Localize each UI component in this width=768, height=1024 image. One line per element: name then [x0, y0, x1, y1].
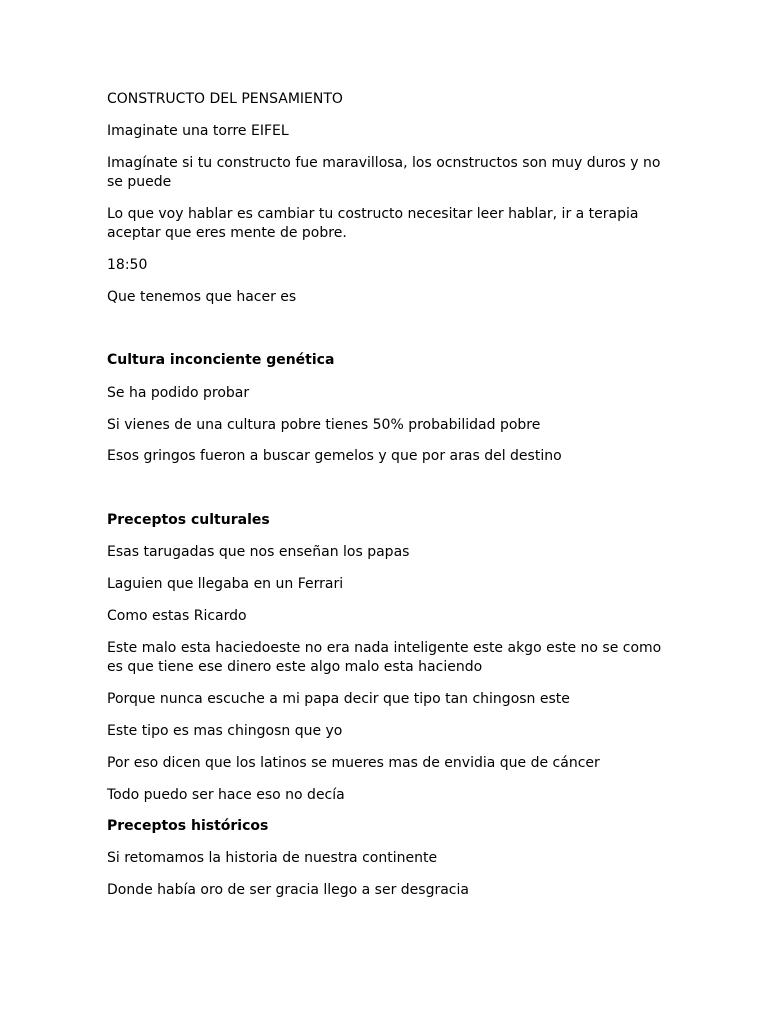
paragraph: Por eso dicen que los latinos se mueres mas de envidia que de cáncer [107, 755, 600, 771]
paragraph: 18:50 [107, 257, 148, 273]
document-title: CONSTRUCTO DEL PENSAMIENTO [107, 91, 343, 107]
paragraph: Laguien que llegaba en un Ferrari [107, 576, 344, 592]
paragraph: Todo puedo ser hace eso no decía [107, 787, 345, 803]
paragraph: Este tipo es mas chingosn que yo [107, 723, 343, 739]
paragraph: Este malo esta haciedoeste no era nada inteligente este akgo este no se como es que tiene ese dinero este algo malo esta haciendo [107, 640, 662, 675]
paragraph: Si retomamos la historia de nuestra continente [107, 850, 438, 866]
section-heading: Preceptos históricos [107, 818, 269, 834]
section-heading: Preceptos culturales [107, 512, 270, 528]
paragraph: Lo que voy hablar es cambiar tu costructo necesitar leer hablar, ir a terapia aceptar que eres mente de pobre. [107, 206, 639, 241]
paragraph: Donde había oro de ser gracia llego a ser desgracia [107, 882, 469, 898]
paragraph: Que tenemos que hacer es [107, 289, 297, 305]
paragraph: Esos gringos fueron a buscar gemelos y que por aras del destino [107, 448, 562, 464]
section-heading: Cultura inconciente genética [107, 352, 335, 368]
paragraph: Imaginate una torre EIFEL [107, 123, 289, 139]
paragraph: Como estas Ricardo [107, 608, 247, 624]
paragraph: Porque nunca escuche a mi papa decir que tipo tan chingosn este [107, 691, 570, 707]
paragraph: Si vienes de una cultura pobre tienes 50% probabilidad pobre [107, 417, 541, 433]
paragraph: Imagínate si tu constructo fue maravillosa, los ocnstructos son muy duros y no se puede [107, 155, 661, 190]
paragraph: Se ha podido probar [107, 385, 250, 401]
paragraph: Esas tarugadas que nos enseñan los papas [107, 544, 410, 560]
